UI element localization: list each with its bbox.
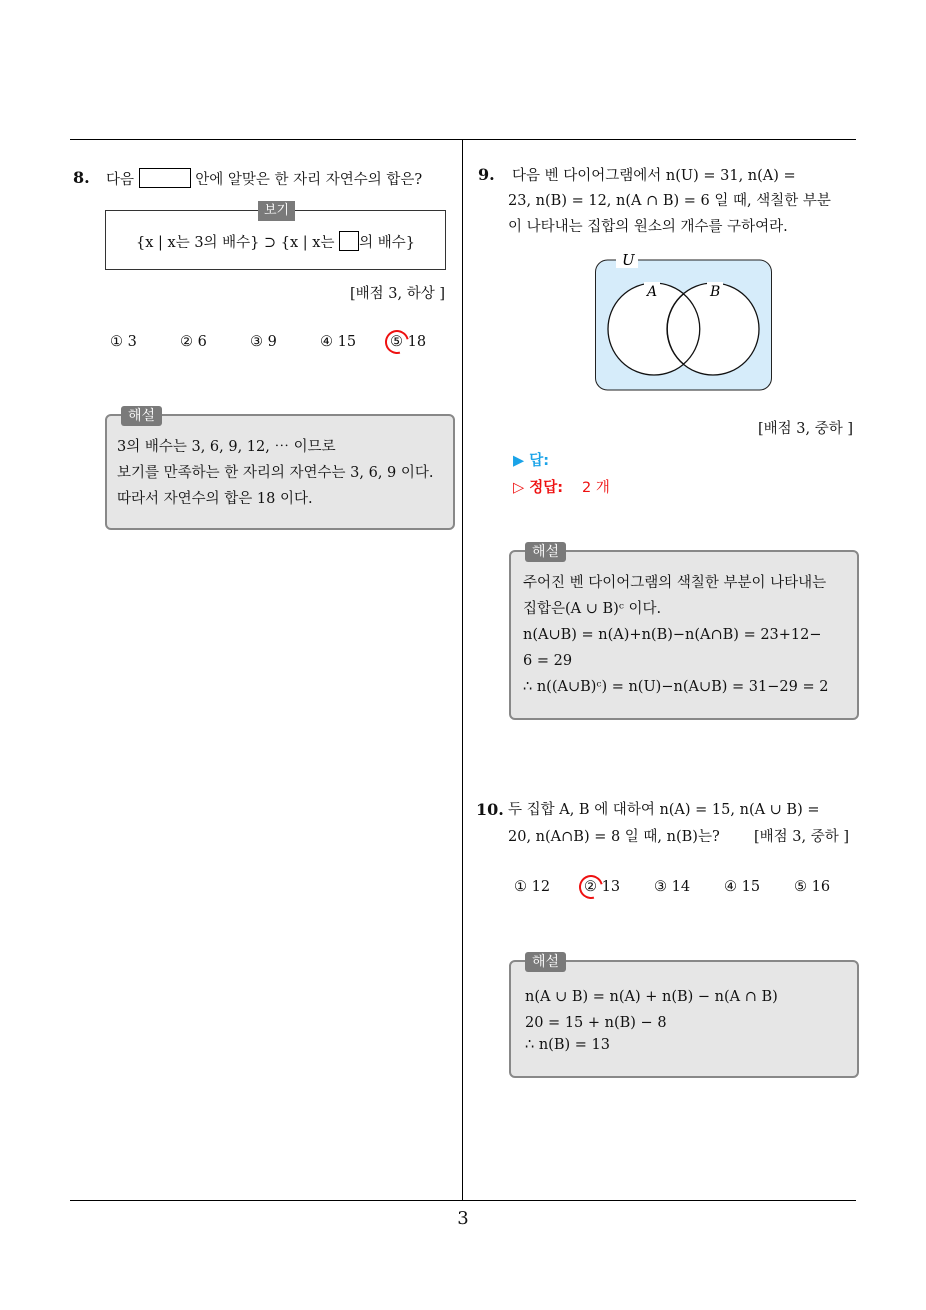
- q8-blank-box: [139, 168, 191, 188]
- q9-solution-line-2: 집합은(A ∪ B)ᶜ 이다.: [523, 601, 662, 617]
- q9-answer-label: ▶ 답:: [513, 453, 550, 469]
- q8-bogi-label: 보기: [258, 201, 295, 221]
- page-number: 3: [457, 1208, 469, 1229]
- q9-correct-value: 2 개: [582, 480, 610, 496]
- q10-meta: [배점 3, 중하 ]: [754, 829, 850, 845]
- q10-option-2[interactable]: ② 13: [584, 879, 621, 895]
- q10-solution-label: 해설: [525, 952, 566, 972]
- venn-u-label: U: [622, 251, 635, 269]
- q8-text-after: 안에 알맞은 한 자리 자연수의 합은?: [195, 172, 423, 188]
- q8-number: 8.: [73, 168, 90, 187]
- q8-bogi-box: [105, 203, 446, 270]
- venn-b-label: B: [710, 284, 721, 300]
- q9-solution-line-5: ∴ n((A∪B)ᶜ) = n(U)−n(A∪B) = 31−29 = 2: [523, 679, 829, 695]
- q9-line-2: 23, n(B) = 12, n(A ∩ B) = 6 일 때, 색칠한 부분: [508, 193, 831, 209]
- q8-solution-label: 해설: [121, 406, 162, 426]
- q10-solution-line-3: ∴ n(B) = 13: [525, 1037, 610, 1053]
- q8-answer-mark: [381, 326, 414, 359]
- q10-option-4[interactable]: ④ 15: [724, 879, 761, 895]
- q10-option-5[interactable]: ⑤ 16: [794, 879, 831, 895]
- bottom-rule: [70, 1200, 856, 1201]
- q10-number: 10.: [476, 800, 504, 819]
- q10-answer-mark: [575, 871, 608, 904]
- top-rule: [70, 139, 856, 140]
- q9-solution-box: [509, 544, 859, 720]
- q9-solution-line-1: 주어진 벤 다이어그램의 색칠한 부분이 나타내는: [523, 575, 827, 591]
- venn-a-label: A: [647, 284, 658, 300]
- q9-correct-label: ▷ 정답:: [513, 480, 564, 496]
- q9-solution-line-3: n(A∪B) = n(A)+n(B)−n(A∩B) = 23+12−: [523, 627, 822, 643]
- q9-solution-label: 해설: [525, 542, 566, 562]
- q8-bogi-text: [106, 231, 445, 252]
- q10-solution-box: [509, 954, 859, 1078]
- q8-text-before: 다음: [106, 172, 135, 188]
- q10-solution-line-2: 20 = 15 + n(B) − 8: [525, 1015, 667, 1031]
- q10-option-1[interactable]: ① 12: [514, 879, 551, 895]
- q8-solution-line-2: 보기를 만족하는 한 자리의 자연수는 3, 6, 9 이다.: [117, 465, 434, 481]
- q9-venn-diagram: [594, 250, 774, 395]
- q9-meta: [배점 3, 중하 ]: [758, 421, 854, 437]
- q8-bogi-left: {x | x는 3의 배수} ⊃ {x | x는: [136, 235, 335, 251]
- q9-solution-line-4: 6 = 29: [523, 653, 573, 669]
- q8-solution-box: [105, 408, 455, 530]
- q8-bogi-blank: [339, 231, 359, 251]
- q8-option-4[interactable]: ④ 15: [320, 334, 357, 350]
- q8-option-3[interactable]: ③ 9: [250, 334, 277, 350]
- q10-line-2: 20, n(A∩B) = 8 일 때, n(B)는?: [508, 829, 720, 845]
- q8-meta: [배점 3, 하상 ]: [350, 286, 446, 302]
- q9-line-3: 이 나타내는 집합의 원소의 개수를 구하여라.: [508, 219, 788, 235]
- q8-question: [106, 168, 422, 190]
- q8-option-2[interactable]: ② 6: [180, 334, 207, 350]
- q9-line-1: 다음 벤 다이어그램에서 n(U) = 31, n(A) =: [512, 168, 796, 184]
- q8-bogi-right: 의 배수}: [359, 235, 415, 251]
- q8-option-5[interactable]: ⑤ 18: [390, 334, 427, 350]
- q8-solution-line-1: 3의 배수는 3, 6, 9, 12, ⋯ 이므로: [117, 439, 336, 455]
- column-divider: [462, 139, 463, 1201]
- q10-option-3[interactable]: ③ 14: [654, 879, 691, 895]
- q8-solution-line-3: 따라서 자연수의 합은 18 이다.: [117, 491, 313, 507]
- q8-option-1[interactable]: ① 3: [110, 334, 137, 350]
- q10-solution-line-1: n(A ∪ B) = n(A) + n(B) − n(A ∩ B): [525, 989, 778, 1005]
- q10-line-1: 두 집합 A, B 에 대하여 n(A) = 15, n(A ∪ B) =: [508, 802, 820, 818]
- q9-number: 9.: [478, 165, 495, 184]
